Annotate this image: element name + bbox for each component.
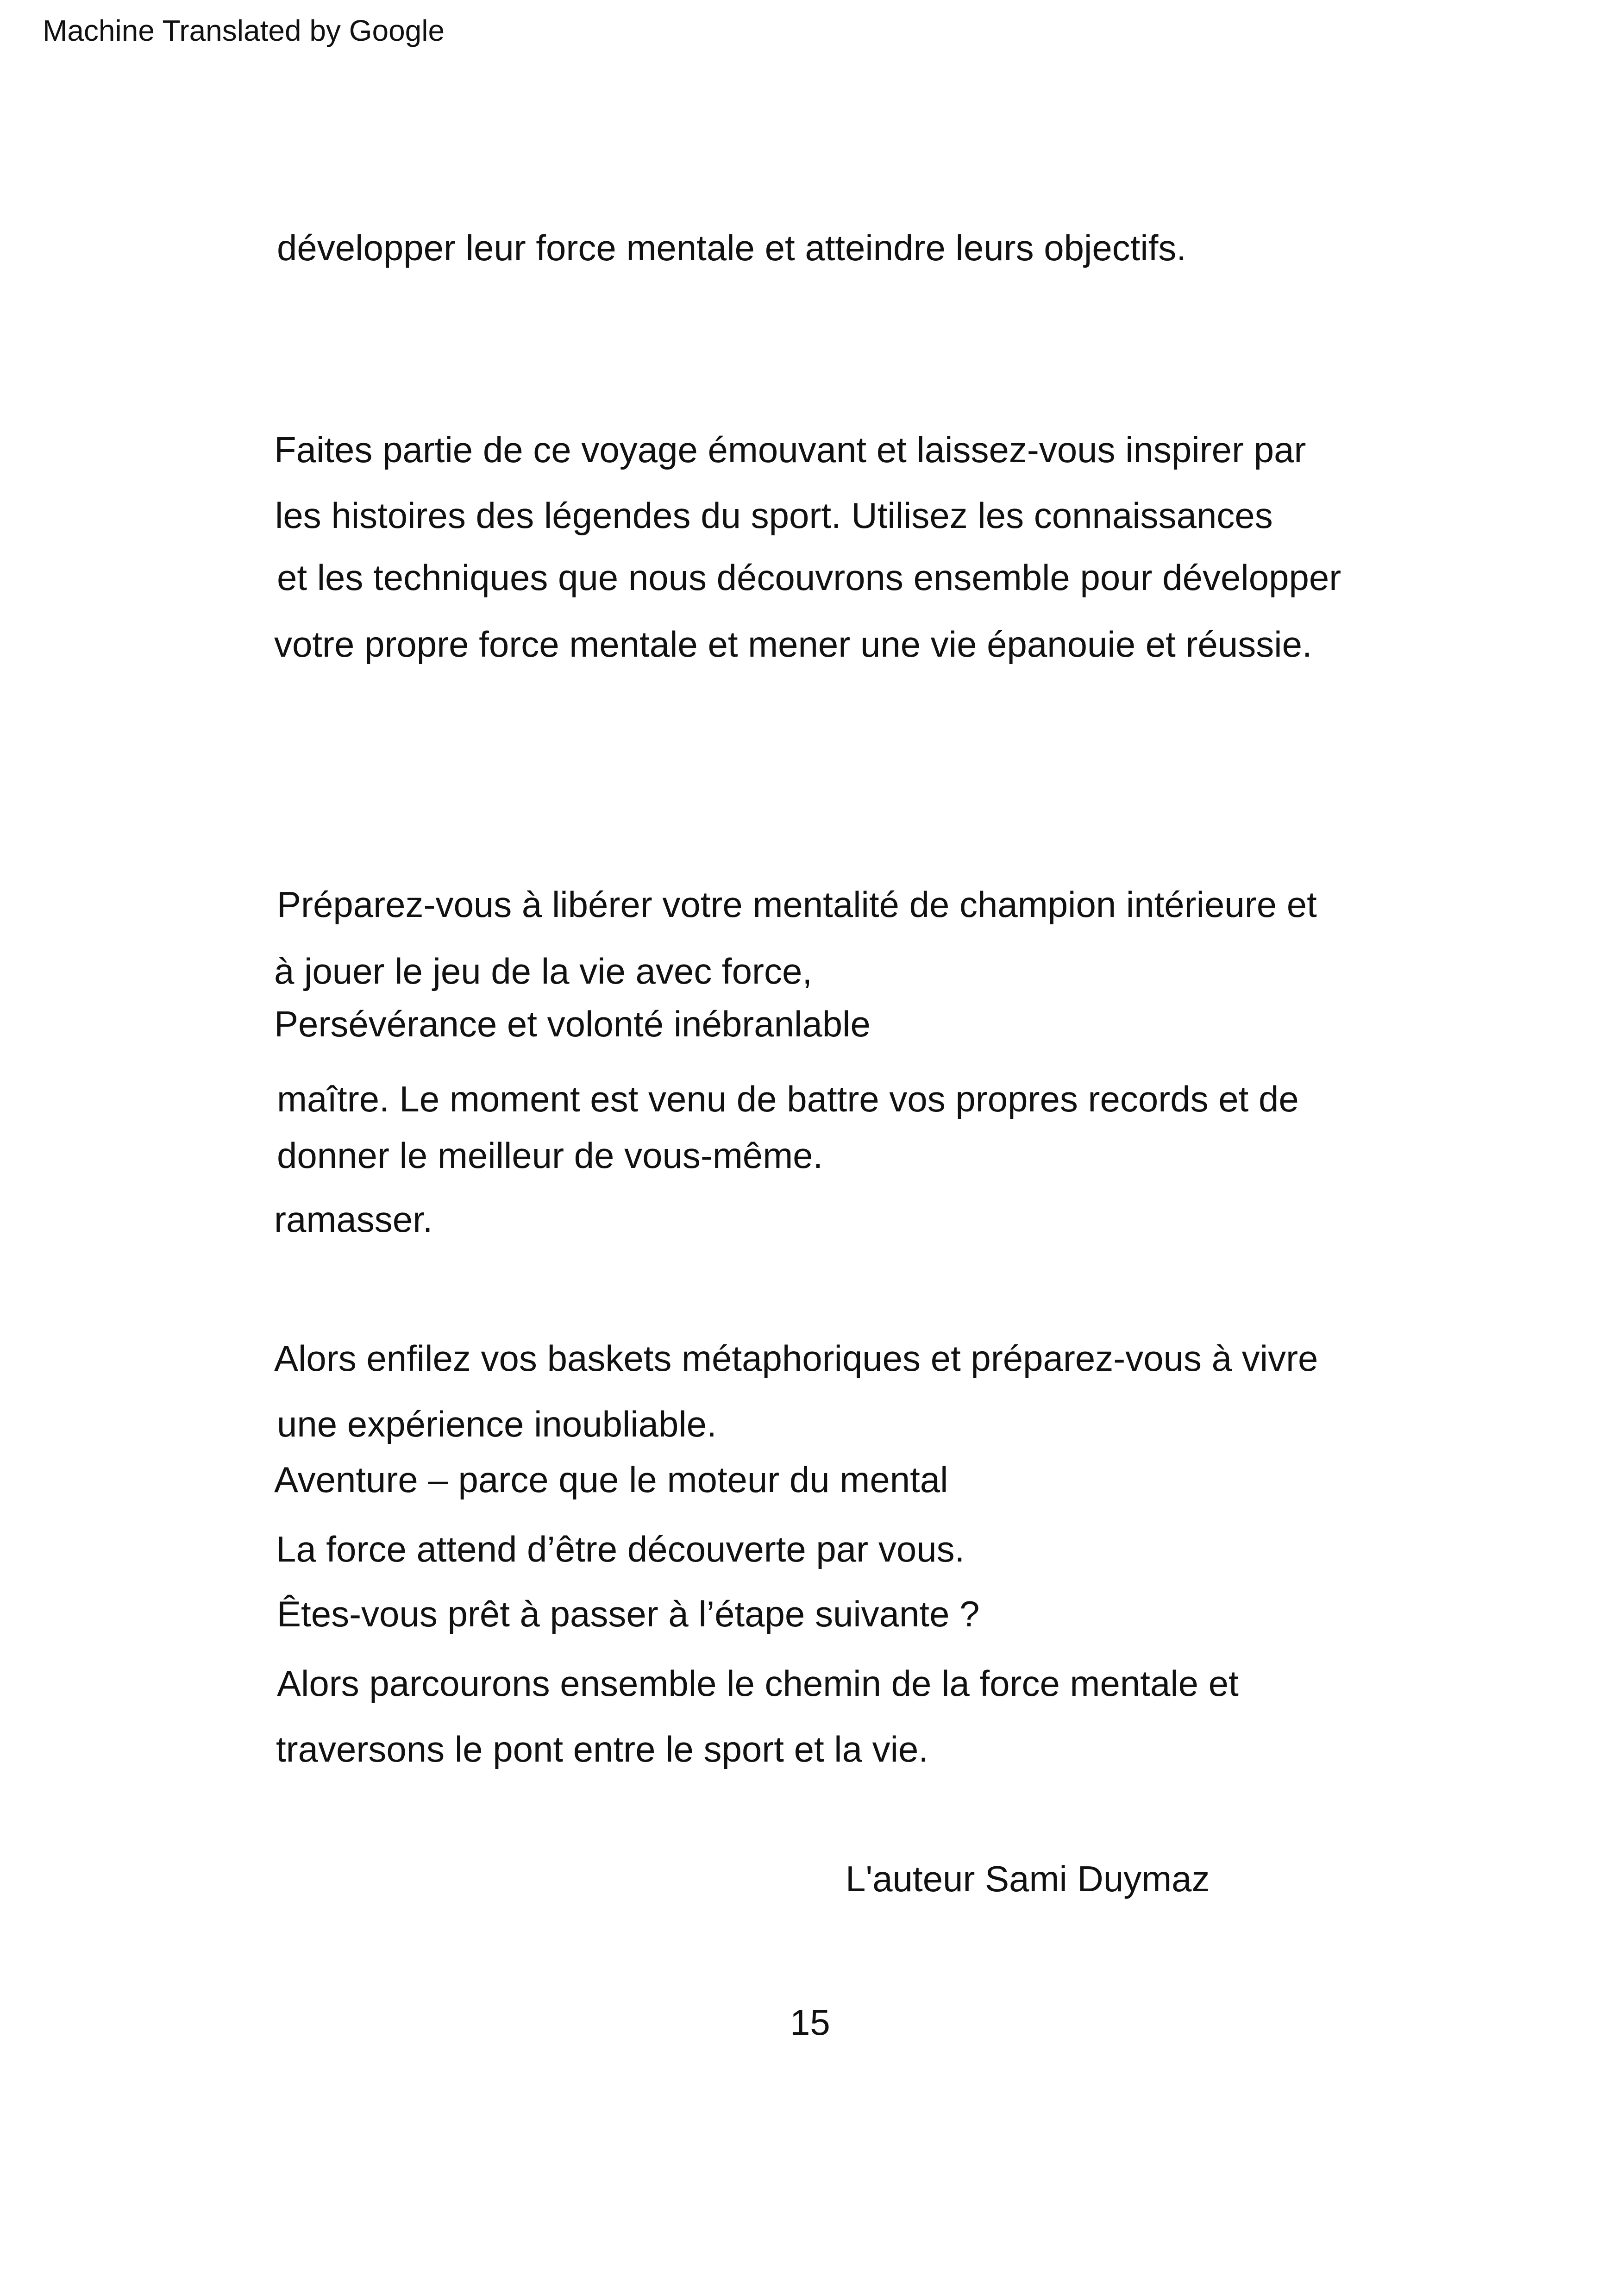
text-line: Préparez-vous à libérer votre mentalité de champion intérieure et <box>277 884 1317 925</box>
text-line: Alors parcourons ensemble le chemin de la force mentale et <box>277 1663 1239 1704</box>
text-line: et les techniques que nous découvrons ensemble pour développer <box>277 557 1341 598</box>
author-signature: L'auteur Sami Duymaz <box>846 1858 1210 1899</box>
text-line: Persévérance et volonté inébranlable <box>274 1004 871 1044</box>
text-line: Alors enfilez vos baskets métaphoriques et préparez-vous à vivre <box>274 1338 1318 1379</box>
machine-translation-banner: Machine Translated by Google <box>43 14 445 47</box>
text-line: à jouer le jeu de la vie avec force, <box>274 951 813 991</box>
text-line: une expérience inoubliable. <box>277 1404 717 1444</box>
text-line: Êtes-vous prêt à passer à l’étape suivante ? <box>277 1593 980 1634</box>
text-line: maître. Le moment est venu de battre vos propres records et de <box>277 1079 1299 1119</box>
page-number: 15 <box>790 2002 830 2043</box>
text-line: votre propre force mentale et mener une vie épanouie et réussie. <box>274 624 1312 665</box>
text-line: donner le meilleur de vous-même. <box>277 1135 823 1176</box>
text-line: les histoires des légendes du sport. Utilisez les connaissances <box>275 495 1273 536</box>
text-line: développer leur force mentale et atteindre leurs objectifs. <box>277 227 1187 268</box>
text-line: Aventure – parce que le moteur du mental <box>274 1459 948 1500</box>
text-line: La force attend d’être découverte par vous. <box>276 1529 965 1569</box>
text-line: Faites partie de ce voyage émouvant et laissez-vous inspirer par <box>274 429 1306 470</box>
text-line: ramasser. <box>274 1199 433 1240</box>
text-line: traversons le pont entre le sport et la vie. <box>276 1729 929 1769</box>
